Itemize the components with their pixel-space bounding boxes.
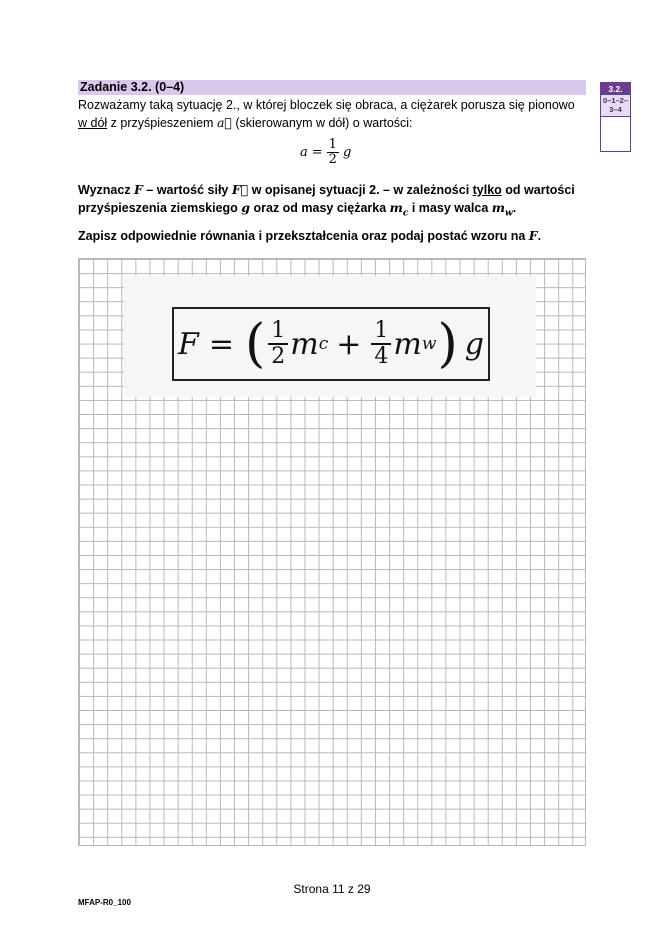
acceleration-vector: a⃗ <box>216 115 232 130</box>
answer-lhs: F <box>178 326 199 362</box>
q2-b: oraz od masy ciężarka <box>250 201 390 215</box>
task-question <box>78 181 588 223</box>
page-number: Strona 11 z 29 <box>293 882 371 896</box>
answer-frac1-num: 1 <box>268 319 288 345</box>
answer-frac1-den: 2 <box>271 344 286 369</box>
q2-mc: m <box>389 200 403 215</box>
q2-c: i masy walca <box>408 201 492 215</box>
answer-m2: m <box>393 326 422 362</box>
q2-g: g <box>241 200 251 215</box>
intro-line-2a: z przyśpieszeniem <box>107 116 217 130</box>
answer-eq: = <box>208 326 234 362</box>
answer-frac-2 <box>371 319 391 369</box>
exam-code: MFAP-R0_100 <box>78 898 131 907</box>
q3-a: Zapisz odpowiednie równania i przekształcenia oraz podaj postać wzoru na <box>78 229 529 243</box>
answer-rhs-var: g <box>464 326 484 362</box>
answer-plus: + <box>336 326 362 362</box>
answer-formula-box <box>172 307 490 381</box>
acceleration-formula <box>300 138 351 167</box>
q3-F: F <box>528 228 538 243</box>
task-instruction <box>78 227 588 245</box>
q2-d: . <box>512 201 517 215</box>
answer-frac2-num: 1 <box>371 319 391 345</box>
score-task-number: 3.2. <box>601 83 630 95</box>
answer-m1-sub: c <box>318 334 329 354</box>
answer-paren-open: ( <box>245 314 266 374</box>
q1-c: w opisanej sytuacji 2. – w zależności <box>248 183 473 197</box>
answer-frac2-den: 4 <box>374 344 389 369</box>
intro-line-2b: (skierowanym w dół) o wartości: <box>231 116 413 130</box>
q2-a: przyśpieszenia ziemskiego <box>78 201 242 215</box>
intro-underlined: w dół <box>78 116 108 130</box>
answer-m2-sub: w <box>421 334 437 354</box>
task-intro <box>78 97 588 132</box>
q1-Fvec: F⃗ <box>231 182 249 197</box>
answer-paren-close: ) <box>437 314 458 374</box>
q1-only: tylko <box>472 183 502 197</box>
formula-num: 1 <box>328 137 337 152</box>
score-points-scale: 0–1–2–3–4 <box>601 95 630 117</box>
score-box <box>600 82 631 152</box>
q2-mw-sub: w <box>505 208 513 219</box>
answer-frac-1 <box>268 319 288 369</box>
q1-d: od wartości <box>501 183 575 197</box>
q1-b: – wartość siły <box>142 183 232 197</box>
formula-eq: = <box>311 145 323 160</box>
formula-den: 2 <box>328 152 337 167</box>
q1-F: F <box>134 182 143 197</box>
formula-lhs: a <box>300 145 308 160</box>
intro-line-1: Rozważamy taką sytuację 2., w której bloczek się obraca, a ciężarek porusza się pionowo <box>78 98 575 112</box>
q3-b: . <box>537 229 542 243</box>
q2-mc-sub: c <box>402 208 409 219</box>
answer-m1: m <box>290 326 319 362</box>
q1-a: Wyznacz <box>78 183 135 197</box>
formula-var: g <box>342 145 352 160</box>
answer-card <box>124 276 536 397</box>
formula-fraction <box>327 138 339 167</box>
task-title: Zadanie 3.2. (0–4) <box>78 80 586 95</box>
q2-mw: m <box>491 200 506 215</box>
